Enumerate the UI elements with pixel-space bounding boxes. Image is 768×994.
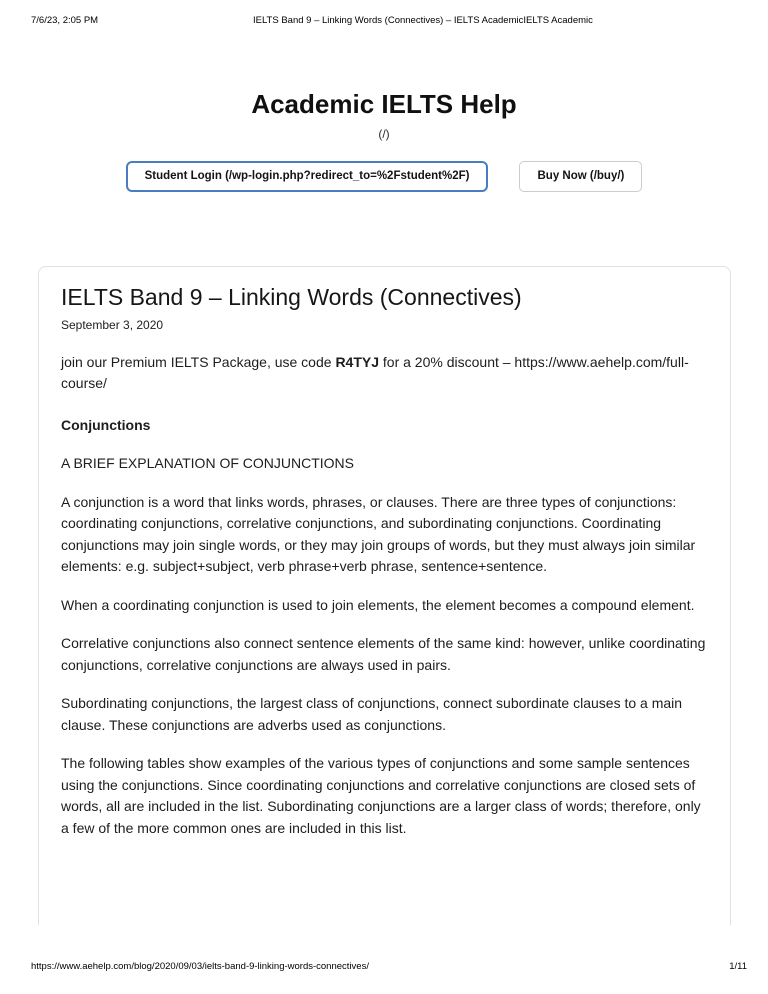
promo-code: R4TYJ bbox=[335, 353, 380, 370]
print-timestamp: 7/6/23, 2:05 PM bbox=[31, 15, 99, 26]
article-date: September 3, 2020 bbox=[61, 317, 164, 332]
student-login-button[interactable]: Student Login (/wp-login.php?redirect_to=%2Fstudent%2F) bbox=[126, 161, 489, 192]
promo-text-after: for a 20% discount – https://www.aehelp.com/full-course/ bbox=[61, 353, 689, 392]
article-card bbox=[38, 266, 731, 925]
section-heading-conjunctions: Conjunctions bbox=[61, 416, 151, 433]
print-page-indicator: 1/11 bbox=[729, 961, 747, 972]
paragraph-1: A conjunction is a word that links words, phrases, or clauses. There are three types of conjunctions: coordinating conjunctions, correlative conjunctions, and subordinating conjunctions. Coordinating conjunctions may join single words, or they may join groups of words, but they must always join similar elements: e.g. subject+subject, verb phrase+verb phrase, sentence+sentence. bbox=[61, 493, 696, 575]
paragraph-2: When a coordinating conjunction is used to join elements, the element becomes a compound element. bbox=[61, 596, 695, 613]
paragraph-3: Correlative conjunctions also connect sentence elements of the same kind: however, unlike coordinating conjunctions, correlative conjunctions are always used in pairs. bbox=[61, 635, 706, 673]
site-home-link[interactable]: (/) bbox=[378, 127, 390, 141]
article-title: IELTS Band 9 – Linking Words (Connectives) bbox=[61, 284, 522, 310]
section-subheading: A BRIEF EXPLANATION OF CONJUNCTIONS bbox=[61, 455, 355, 472]
site-title[interactable]: Academic IELTS Help bbox=[251, 89, 517, 119]
paragraph-5: The following tables show examples of the various types of conjunctions and some sample sentences using the conjunctions. Since coordinating conjunctions and correlative conjunctions are closed sets of words, all are included in the list. Subordinating conjunctions are a larger class of words; therefore, only a few of the more common ones are included in this list. bbox=[61, 755, 701, 836]
header-buttons bbox=[0, 161, 768, 192]
paragraph-4: Subordinating conjunctions, the largest class of conjunctions, connect subordinate clauses to a main clause. These conjunctions are adverbs used as conjunctions. bbox=[61, 695, 683, 733]
print-footer-url: https://www.aehelp.com/blog/2020/09/03/ielts-band-9-linking-words-connectives/ bbox=[31, 961, 369, 972]
print-document-title: IELTS Band 9 – Linking Words (Connectives) – IELTS AcademicIELTS Academic bbox=[253, 15, 593, 26]
buy-now-button[interactable]: Buy Now (/buy/) bbox=[519, 161, 642, 192]
promo-paragraph bbox=[61, 352, 708, 395]
promo-text-before: join our Premium IELTS Package, use code bbox=[61, 353, 336, 370]
